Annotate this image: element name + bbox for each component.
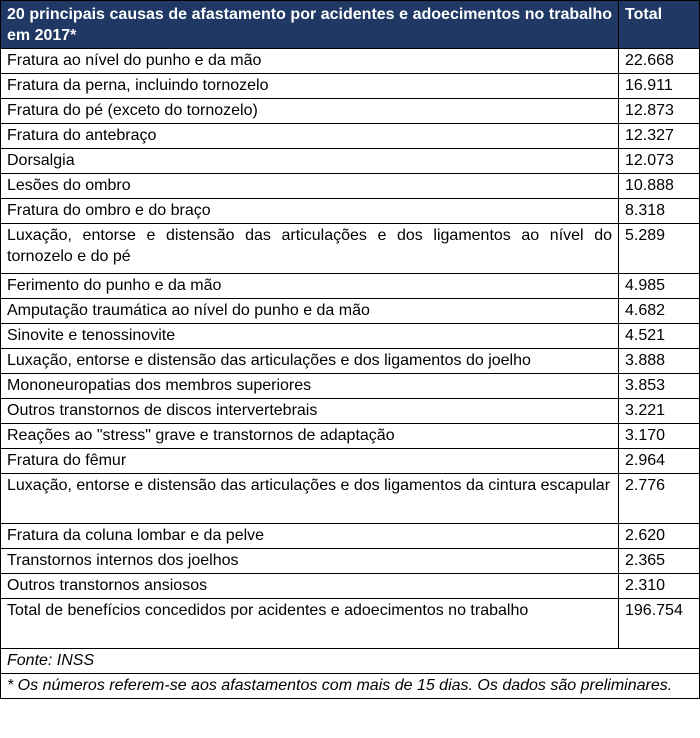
total-cell: 22.668 <box>619 49 700 74</box>
table-row <box>1 199 700 224</box>
total-cell: 10.888 <box>619 174 700 199</box>
source-row <box>1 649 700 674</box>
table-row <box>1 549 700 574</box>
table-row <box>1 74 700 99</box>
table-row <box>1 49 700 74</box>
table-row <box>1 474 700 524</box>
cause-cell: Amputação traumática ao nível do punho e da mão <box>1 299 619 324</box>
cause-cell: Fratura do pé (exceto do tornozelo) <box>1 99 619 124</box>
header-total: Total <box>619 1 700 49</box>
total-cell: 12.073 <box>619 149 700 174</box>
cause-cell: Fratura do fêmur <box>1 449 619 474</box>
total-row <box>1 599 700 649</box>
table-row <box>1 299 700 324</box>
total-cell: 8.318 <box>619 199 700 224</box>
total-cell: 2.620 <box>619 524 700 549</box>
total-cell: 5.289 <box>619 224 700 274</box>
total-cell: 2.365 <box>619 549 700 574</box>
table-row <box>1 99 700 124</box>
cause-cell: Mononeuropatias dos membros superiores <box>1 374 619 399</box>
cause-cell: Transtornos internos dos joelhos <box>1 549 619 574</box>
total-label-cell: Total de benefícios concedidos por acidentes e adoecimentos no trabalho <box>1 599 619 649</box>
table-row <box>1 174 700 199</box>
total-cell: 2.776 <box>619 474 700 524</box>
table-row <box>1 449 700 474</box>
total-cell: 4.682 <box>619 299 700 324</box>
total-cell: 3.853 <box>619 374 700 399</box>
table-row <box>1 524 700 549</box>
cause-cell: Dorsalgia <box>1 149 619 174</box>
table-row <box>1 574 700 599</box>
table-row <box>1 349 700 374</box>
total-cell: 3.170 <box>619 424 700 449</box>
cause-cell: Fratura da perna, incluindo tornozelo <box>1 74 619 99</box>
cause-cell: Luxação, entorse e distensão das articulações e dos ligamentos do joelho <box>1 349 619 374</box>
cause-cell: Luxação, entorse e distensão das articulações e dos ligamentos da cintura escapular <box>1 474 619 524</box>
cause-cell: Outros transtornos de discos intervertebrais <box>1 399 619 424</box>
total-cell: 3.888 <box>619 349 700 374</box>
source-cell: Fonte: INSS <box>1 649 700 674</box>
cause-cell: Fratura do antebraço <box>1 124 619 149</box>
total-cell: 2.310 <box>619 574 700 599</box>
cause-cell: Reações ao "stress" grave e transtornos de adaptação <box>1 424 619 449</box>
table-row <box>1 149 700 174</box>
total-cell: 2.964 <box>619 449 700 474</box>
cause-cell: Ferimento do punho e da mão <box>1 274 619 299</box>
total-cell: 4.521 <box>619 324 700 349</box>
table-row <box>1 424 700 449</box>
table-row <box>1 374 700 399</box>
cause-cell: Fratura do ombro e do braço <box>1 199 619 224</box>
total-cell: 12.327 <box>619 124 700 149</box>
table-row <box>1 224 700 274</box>
cause-cell: Outros transtornos ansiosos <box>1 574 619 599</box>
cause-cell: Lesões do ombro <box>1 174 619 199</box>
cause-cell: Luxação, entorse e distensão das articulações e dos ligamentos ao nível do tornozelo e do pé <box>1 224 619 274</box>
grand-total-cell: 196.754 <box>619 599 700 649</box>
table-body <box>1 49 700 699</box>
total-cell: 3.221 <box>619 399 700 424</box>
total-cell: 4.985 <box>619 274 700 299</box>
total-cell: 16.911 <box>619 74 700 99</box>
cause-cell: Sinovite e tenossinovite <box>1 324 619 349</box>
table-row <box>1 124 700 149</box>
table-header-row <box>1 1 700 49</box>
cause-cell: Fratura ao nível do punho e da mão <box>1 49 619 74</box>
table-row <box>1 274 700 299</box>
table-row <box>1 324 700 349</box>
table-row <box>1 399 700 424</box>
cause-cell: Fratura da coluna lombar e da pelve <box>1 524 619 549</box>
note-row <box>1 674 700 699</box>
footnote-cell: * Os números referem-se aos afastamentos com mais de 15 dias. Os dados são preliminares. <box>1 674 700 699</box>
total-cell: 12.873 <box>619 99 700 124</box>
header-title: 20 principais causas de afastamento por acidentes e adoecimentos no trabalho em 2017* <box>1 1 619 49</box>
